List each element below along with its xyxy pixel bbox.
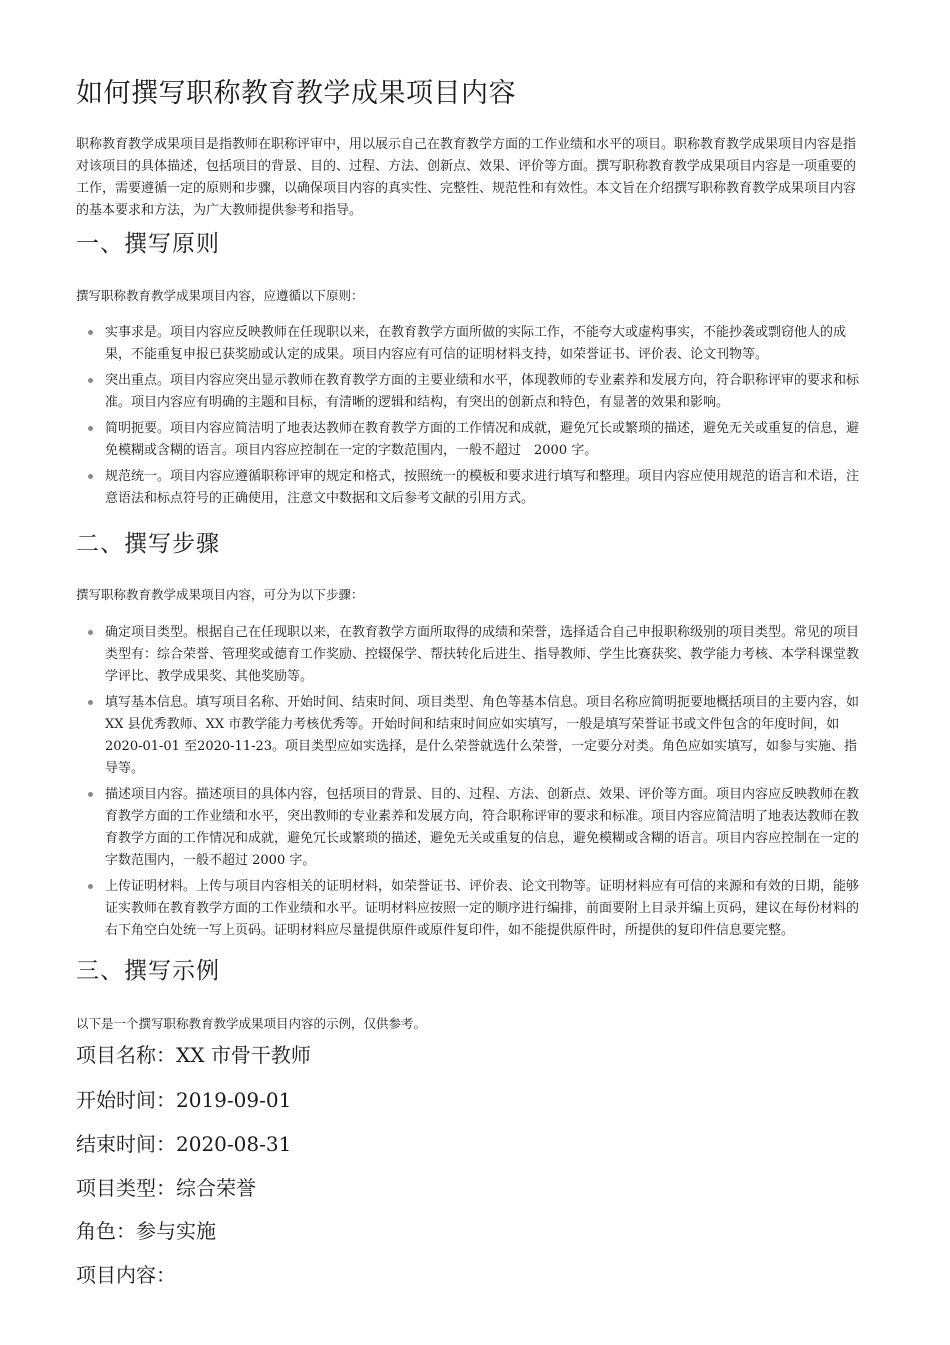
section-lead-principles: 撰写职称教育教学成果项目内容，应遵循以下原则： [76,288,364,303]
list-item-text: 填写基本信息。填写项目名称、开始时间、结束时间、项目类型、角色等基本信息。项目名称应简明扼要地概括项目的主要内容，如XX 县优秀教师、XX 市教学能力考核优秀等。开始时间和结束时间应如实填写，一般是填写荣誉证书或文件包含的年度时间，如2020-01-01 至2020-11-23。项目类型应如实选择，是什么荣誉就选什么荣誉，一定要分对类。角色应如实填写，如参与实施、指导等。 [105,695,860,776]
list-item [76,418,866,462]
example-field-start-time: 开始时间：2019-09-01 [76,1088,292,1112]
list-item [76,622,866,688]
bullet-dot-icon [88,330,93,335]
bullet-dot-icon [88,884,93,889]
list-item [76,692,866,780]
bullet-dot-icon [88,630,93,635]
example-field-project-content: 项目内容： [76,1263,176,1287]
example-field-role: 角色：参与实施 [76,1219,216,1243]
principles-list [76,322,866,514]
list-item-text: 确定项目类型。根据自己在任现职以来，在教育教学方面所取得的成绩和荣誉，选择适合自己申报职称级别的项目类型。常见的项目类型有：综合荣誉、管理奖或德育工作奖励、控辍保学、帮扶转化后进生、指导教师、学生比赛获奖、教学能力考核、本学科课堂教学评比、教学成果奖、其他奖励等。 [105,625,860,684]
example-field-project-name: 项目名称：XX 市骨干教师 [76,1043,311,1067]
section-heading-steps: 二、撰写步骤 [76,531,220,557]
steps-list [76,622,866,946]
intro-paragraph: 职称教育教学成果项目是指教师在职称评审中，用以展示自己在教育教学方面的工作业绩和水平的项目。职称教育教学成果项目内容是指对该项目的具体描述，包括项目的背景、目的、过程、方法、创新点、效果、评价等方面。撰写职称教育教学成果项目内容是一项重要的工作，需要遵循一定的原则和步骤，以确保项目内容的真实性、完整性、规范性和有效性。本文旨在介绍撰写职称教育教学成果项目内容的基本要求和方法，为广大教师提供参考和指导。 [76,137,857,218]
list-item-text: 突出重点。项目内容应突出显示教师在教育教学方面的主要业绩和水平，体现教师的专业素养和发展方向，符合职称评审的要求和标准。项目内容应有明确的主题和目标，有清晰的逻辑和结构，有突出的创新点和特色，有显著的效果和影响。 [105,373,860,410]
list-item-text: 规范统一。项目内容应遵循职称评审的规定和格式，按照统一的模板和要求进行填写和整理。项目内容应使用规范的语言和术语，注意语法和标点符号的正确使用，注意文中数据和文后参考文献的引用方式。 [105,469,860,506]
list-item-text: 简明扼要。项目内容应简洁明了地表达教师在教育教学方面的工作情况和成就，避免冗长或繁琐的描述，避免无关或重复的信息，避免模糊或含糊的语言。项目内容应控制在一定的字数范围内，一般不超过 2000 字。 [105,421,860,458]
bullet-dot-icon [88,378,93,383]
example-field-project-type: 项目类型：综合荣誉 [76,1176,256,1200]
bullet-dot-icon [88,792,93,797]
list-item [76,876,866,942]
bullet-dot-icon [88,426,93,431]
list-item [76,784,866,872]
bullet-dot-icon [88,474,93,479]
list-item [76,322,866,366]
bullet-dot-icon [88,700,93,705]
section-heading-principles: 一、撰写原则 [76,231,220,257]
list-item-text: 上传证明材料。上传与项目内容相关的证明材料，如荣誉证书、评价表、论文刊物等。证明材料应有可信的来源和有效的日期，能够证实教师在教育教学方面的工作业绩和水平。证明材料应按照一定的顺序进行编排，前面要附上目录并编上页码，建议在每份材料的右下角空白处统一写上页码。证明材料应尽量提供原件或原件复印件，如不能提供原件时，所提供的复印件信息要完整。 [105,879,860,938]
list-item-text: 实事求是。项目内容应反映教师在任现职以来，在教育教学方面所做的实际工作，不能夸大或虚构事实，不能抄袭或剽窃他人的成果，不能重复申报已获奖励或认定的成果。项目内容应有可信的证明材料支持，如荣誉证书、评价表、论文刊物等。 [105,325,847,362]
section-lead-steps: 撰写职称教育教学成果项目内容，可分为以下步骤： [76,587,364,602]
example-field-end-time: 结束时间：2020-08-31 [76,1132,292,1156]
page-title: 如何撰写职称教育教学成果项目内容 [76,78,516,109]
list-item-text: 描述项目内容。描述项目的具体内容，包括项目的背景、目的、过程、方法、创新点、效果、评价等方面。项目内容应反映教师在教育教学方面的工作业绩和水平，突出教师的专业素养和发展方向，符合职称评审的要求和标准。项目内容应简洁明了地表达教师在教育教学方面的工作情况和成就，避免冗长或繁琐的描述，避免无关或重复的信息，避免模糊或含糊的语言。项目内容应控制在一定的字数范围内，一般不超过 2000 字。 [105,787,860,868]
section-heading-example: 三、撰写示例 [76,958,220,984]
list-item [76,370,866,414]
section-lead-example: 以下是一个撰写职称教育教学成果项目内容的示例，仅供参考。 [76,1016,427,1031]
list-item [76,466,866,510]
